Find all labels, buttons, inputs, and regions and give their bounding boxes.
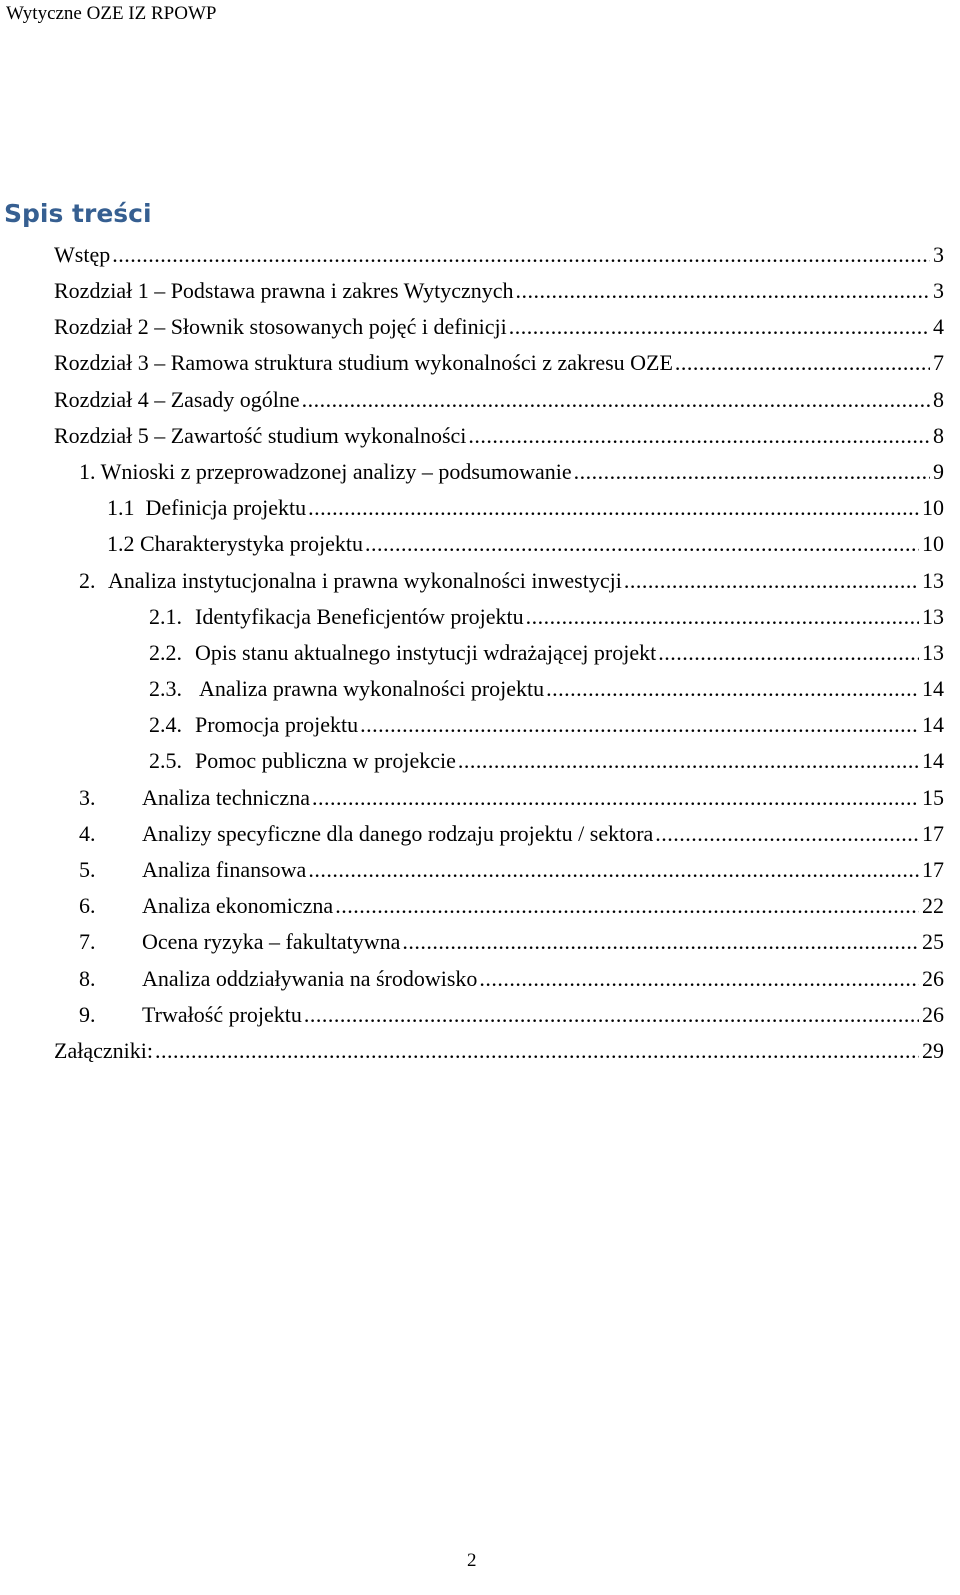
toc-dot-leader xyxy=(308,495,919,521)
toc-page-number: 25 xyxy=(922,929,944,954)
toc-entry-title: Rozdział 3 – Ramowa struktura studium wykonalności z zakresu OZE xyxy=(54,350,673,375)
toc-page-number: 29 xyxy=(922,1038,944,1063)
toc-entry-number: 5. xyxy=(79,857,96,882)
toc-page-number: 7 xyxy=(933,350,944,375)
toc-dot-leader xyxy=(312,785,919,811)
toc-entry-section-1-2[interactable] xyxy=(107,527,944,557)
toc-page-number: 22 xyxy=(922,893,944,918)
toc-entry-number: 2.5. xyxy=(149,748,182,773)
toc-entry-introduction[interactable] xyxy=(54,238,944,268)
toc-entry-section-8[interactable] xyxy=(79,962,944,992)
toc-entry-number: 3. xyxy=(79,785,96,810)
toc-dot-leader xyxy=(402,929,919,955)
toc-entry-section-4[interactable] xyxy=(79,817,944,847)
toc-entry-section-2-2[interactable] xyxy=(149,636,944,666)
running-header: Wytyczne OZE IZ RPOWP xyxy=(6,3,217,24)
toc-page-number: 3 xyxy=(933,242,944,267)
toc-page-number: 10 xyxy=(922,495,944,520)
toc-page-number: 8 xyxy=(933,387,944,412)
toc-entry-section-7[interactable] xyxy=(79,925,944,955)
toc-entry-title: Analiza techniczna xyxy=(142,785,310,810)
toc-page-number: 26 xyxy=(922,1002,944,1027)
toc-entry-section-2-4[interactable] xyxy=(149,708,944,738)
toc-entry-title: 1. Wnioski z przeprowadzonej analizy – podsumowanie xyxy=(79,459,572,484)
toc-entry-number: 9. xyxy=(79,1002,96,1027)
toc-page-number: 14 xyxy=(922,676,944,701)
toc-dot-leader xyxy=(304,1002,919,1028)
toc-dot-leader xyxy=(479,966,919,992)
toc-dot-leader xyxy=(546,676,919,702)
toc-entry-chapter-3[interactable] xyxy=(54,346,944,376)
toc-page-number: 14 xyxy=(922,712,944,737)
toc-dot-leader xyxy=(155,1038,919,1064)
toc-page-number: 17 xyxy=(922,821,944,846)
toc-entry-chapter-2[interactable] xyxy=(54,310,944,340)
toc-heading: Spis treści xyxy=(4,199,152,228)
toc-entry-title: Rozdział 5 – Zawartość studium wykonalności xyxy=(54,423,467,448)
toc-entry-title: 1.1 Definicja projektu xyxy=(107,495,307,520)
toc-dot-leader xyxy=(468,423,930,449)
toc-dot-leader xyxy=(675,350,930,376)
toc-entry-title: Analiza ekonomiczna xyxy=(142,893,334,918)
toc-page-number: 9 xyxy=(933,459,944,484)
toc-entry-number: 7. xyxy=(79,929,96,954)
toc-dot-leader xyxy=(308,857,919,883)
toc-entry-title: Opis stanu aktualnego instytucji wdrażającej projekt xyxy=(195,640,657,665)
toc-entry-section-2[interactable] xyxy=(79,564,944,594)
toc-entry-number: 2.3. xyxy=(149,676,182,701)
toc-entry-number: 6. xyxy=(79,893,96,918)
toc-dot-leader xyxy=(658,640,919,666)
toc-entry-chapter-4[interactable] xyxy=(54,383,944,413)
toc-entry-title: Wstęp xyxy=(54,242,111,267)
toc-entry-section-9[interactable] xyxy=(79,998,944,1028)
toc-page-number: 17 xyxy=(922,857,944,882)
toc-entry-section-2-1[interactable] xyxy=(149,600,944,630)
toc-entry-chapter-1[interactable] xyxy=(54,274,944,304)
toc-entry-section-1[interactable] xyxy=(79,455,944,485)
toc-entry-title: Ocena ryzyka – fakultatywna xyxy=(142,929,401,954)
toc-entry-section-5[interactable] xyxy=(79,853,944,883)
toc-entry-title: Analiza oddziaływania na środowisko xyxy=(142,966,478,991)
toc-entry-chapter-5[interactable] xyxy=(54,419,944,449)
toc-dot-leader xyxy=(516,278,930,304)
toc-dot-leader xyxy=(360,712,919,738)
toc-dot-leader xyxy=(655,821,919,847)
toc-entry-title: Analiza instytucjonalna i prawna wykonalności inwestycji xyxy=(108,568,622,593)
toc-page-number: 8 xyxy=(933,423,944,448)
toc-entry-section-2-5[interactable] xyxy=(149,744,944,774)
toc-entry-section-1-1[interactable] xyxy=(107,491,944,521)
toc-page-number: 13 xyxy=(922,640,944,665)
toc-entry-attachments[interactable] xyxy=(54,1034,944,1064)
toc-dot-leader xyxy=(509,314,930,340)
toc-entry-title: Rozdział 4 – Zasady ogólne xyxy=(54,387,300,412)
toc-page-number: 13 xyxy=(922,568,944,593)
toc-entry-title: Pomoc publiczna w projekcie xyxy=(195,748,456,773)
toc-dot-leader xyxy=(302,387,930,413)
toc-entry-title: Promocja projektu xyxy=(195,712,359,737)
toc-dot-leader xyxy=(624,568,919,594)
toc-entry-section-3[interactable] xyxy=(79,781,944,811)
toc-page-number: 26 xyxy=(922,966,944,991)
toc-dot-leader xyxy=(526,604,919,630)
toc-entry-number: 8. xyxy=(79,966,96,991)
toc-entry-number: 2.2. xyxy=(149,640,182,665)
toc-entry-title: Analiza prawna wykonalności projektu xyxy=(199,676,545,701)
toc-entry-title: Rozdział 1 – Podstawa prawna i zakres Wytycznych xyxy=(54,278,514,303)
toc-dot-leader xyxy=(574,459,930,485)
toc-dot-leader xyxy=(458,748,919,774)
toc-page-number: 13 xyxy=(922,604,944,629)
toc-entry-title: Załączniki: xyxy=(54,1038,153,1063)
toc-entry-title: Rozdział 2 – Słownik stosowanych pojęć i definicji xyxy=(54,314,507,339)
toc-entry-number: 2.1. xyxy=(149,604,182,629)
toc-dot-leader xyxy=(335,893,919,919)
page-number: 2 xyxy=(467,1550,477,1571)
toc-entry-section-2-3[interactable] xyxy=(149,672,944,702)
toc-entry-title: Identyfikacja Beneficjentów projektu xyxy=(195,604,524,629)
toc-page-number: 3 xyxy=(933,278,944,303)
toc-page-number: 14 xyxy=(922,748,944,773)
toc-entry-title: 1.2 Charakterystyka projektu xyxy=(107,531,363,556)
toc-entry-title: Analiza finansowa xyxy=(142,857,307,882)
toc-entry-number: 2. xyxy=(79,568,96,593)
toc-entry-title: Trwałość projektu xyxy=(142,1002,302,1027)
toc-page-number: 10 xyxy=(922,531,944,556)
toc-entry-number: 4. xyxy=(79,821,96,846)
toc-page-number: 4 xyxy=(933,314,944,339)
toc-page-number: 15 xyxy=(922,785,944,810)
toc-dot-leader xyxy=(365,531,919,557)
toc-entry-title: Analizy specyficzne dla danego rodzaju projektu / sektora xyxy=(142,821,654,846)
toc-entry-number: 2.4. xyxy=(149,712,182,737)
toc-entry-section-6[interactable] xyxy=(79,889,944,919)
toc-dot-leader xyxy=(112,242,930,268)
